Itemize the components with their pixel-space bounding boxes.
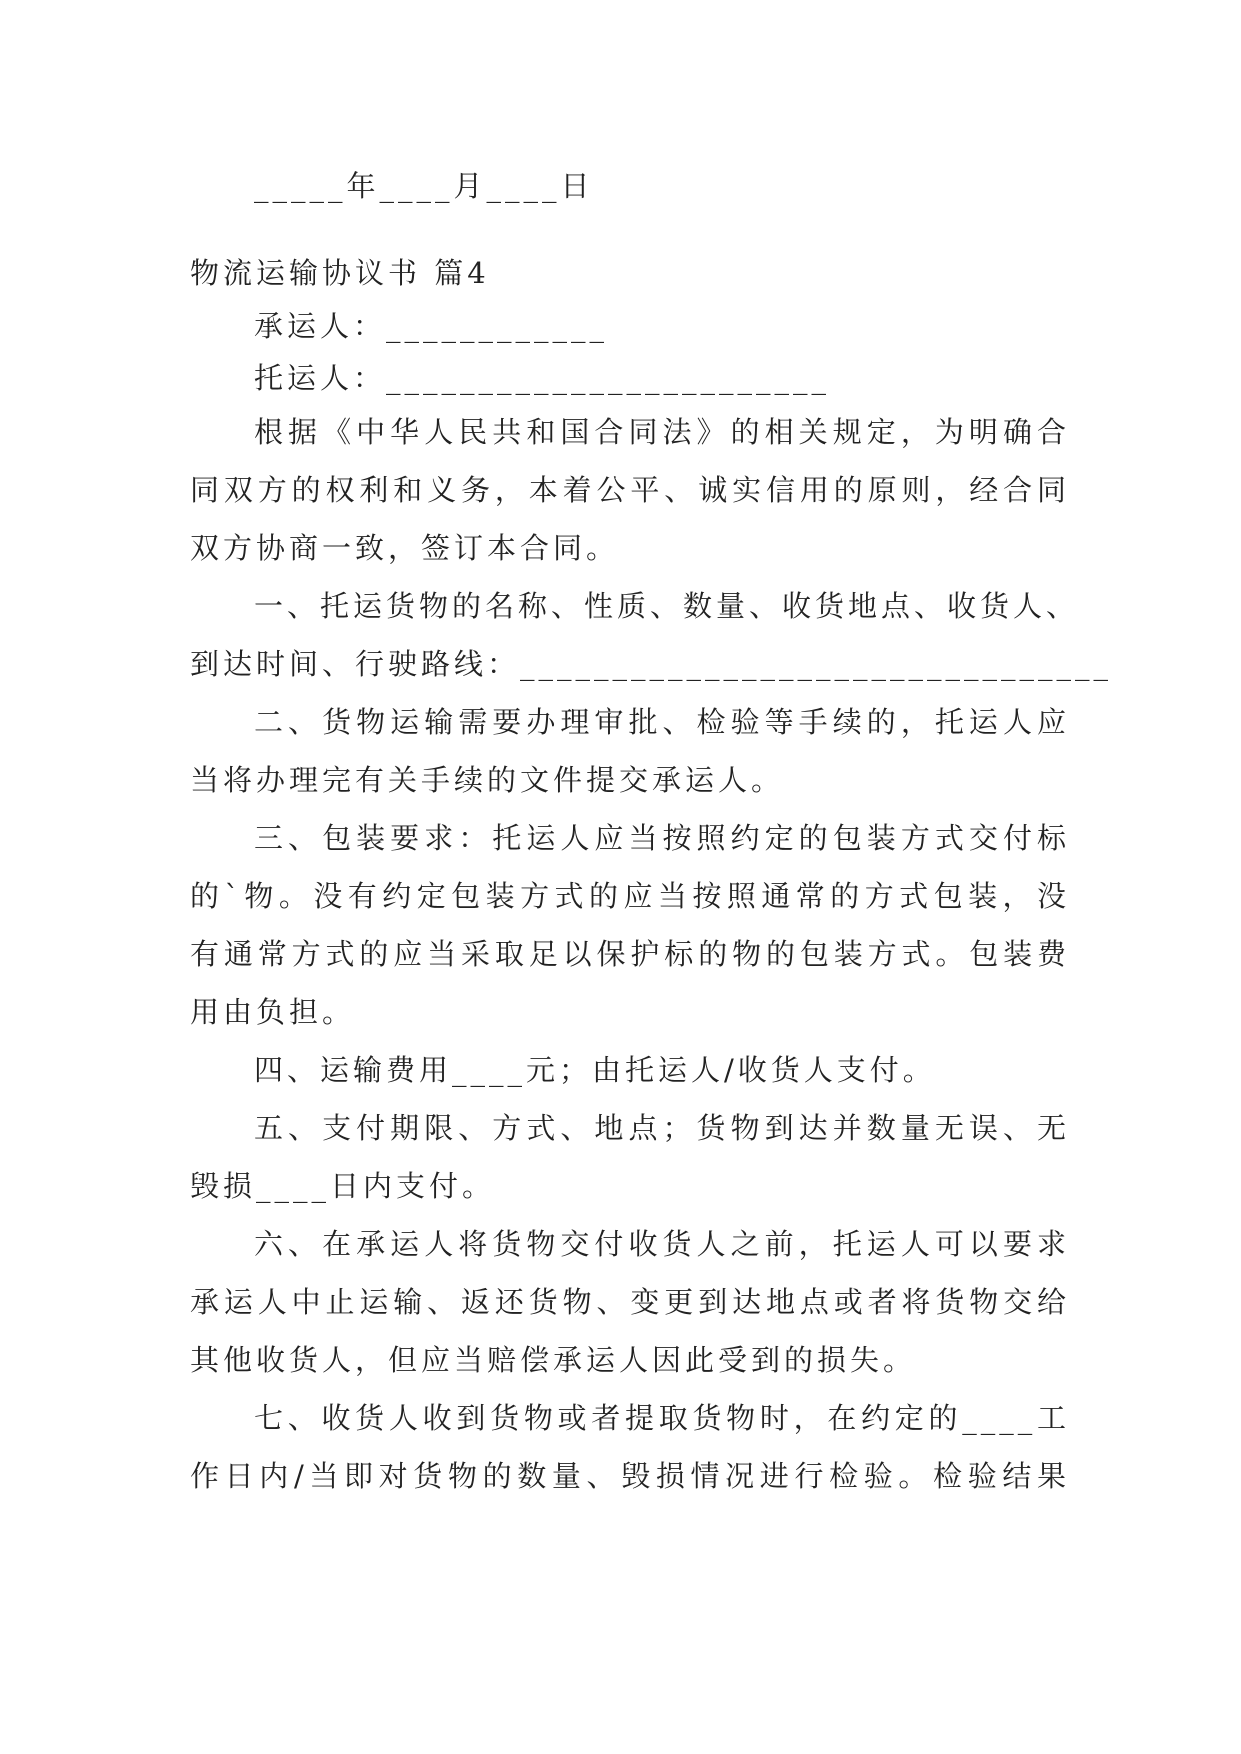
paragraph-line: 用由负担。 xyxy=(190,995,356,1029)
shipper-line: 托运人：________________________ xyxy=(254,361,831,395)
paragraph-line: 四、运输费用____元；由托运人/收货人支付。 xyxy=(254,1053,936,1087)
paragraph-line: 一、托运货物的名称、性质、数量、收货地点、收货人、 xyxy=(254,589,1080,623)
paragraph-line: 有通常方式的应当采取足以保护标的物的包装方式。包装费 xyxy=(190,937,1070,971)
paragraph-line: 三、包装要求：托运人应当按照约定的包装方式交付标 xyxy=(254,821,1070,855)
paragraph-line: 七、收货人收到货物或者提取货物时，在约定的____工 xyxy=(254,1401,1070,1435)
paragraph-line: 五、支付期限、方式、地点；货物到达并数量无误、无 xyxy=(254,1111,1070,1145)
section-title: 物流运输协议书 篇4 xyxy=(190,256,490,290)
paragraph-line: 作日内/当即对货物的数量、毁损情况进行检验。检验结果 xyxy=(190,1459,1070,1493)
paragraph-line: 二、货物运输需要办理审批、检验等手续的，托运人应 xyxy=(254,705,1070,739)
paragraph-line: 其他收货人，但应当赔偿承运人因此受到的损失。 xyxy=(190,1343,917,1377)
paragraph-line: 六、在承运人将货物交付收货人之前，托运人可以要求 xyxy=(254,1227,1070,1261)
paragraph-line: 的`物。没有约定包装方式的应当按照通常的方式包装，没 xyxy=(190,879,1070,913)
paragraph-line: 毁损____日内支付。 xyxy=(190,1169,496,1203)
carrier-line: 承运人：____________ xyxy=(254,309,609,343)
paragraph-line: 到达时间、行驶路线：________________________________ xyxy=(190,647,1113,681)
paragraph-line: 双方协商一致，签订本合同。 xyxy=(190,531,620,565)
paragraph-line: 当将办理完有关手续的文件提交承运人。 xyxy=(190,763,785,797)
paragraph-line: 根据《中华人民共和国合同法》的相关规定，为明确合 xyxy=(254,415,1070,449)
paragraph-line: 同双方的权利和义务，本着公平、诚实信用的原则，经合同 xyxy=(190,473,1070,507)
date-line: _____年____月____日 xyxy=(254,169,594,203)
paragraph-line: 承运人中止运输、返还货物、变更到达地点或者将货物交给 xyxy=(190,1285,1070,1319)
